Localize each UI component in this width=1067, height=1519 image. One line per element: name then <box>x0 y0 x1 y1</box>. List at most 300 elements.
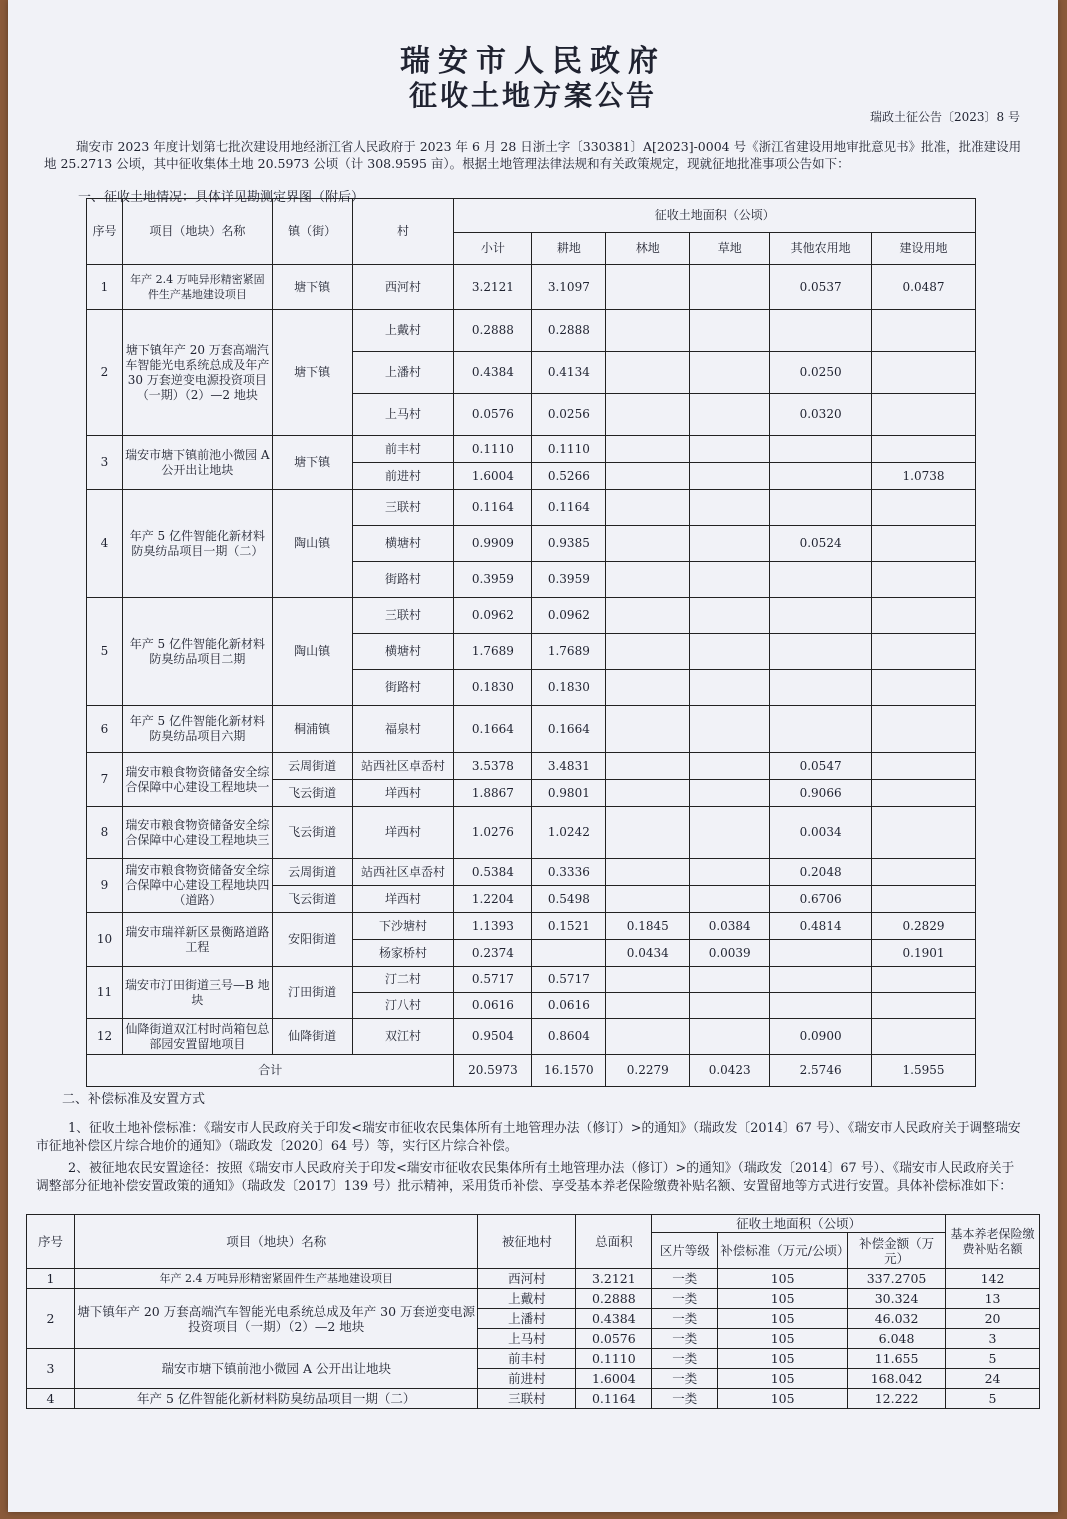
table-cell: 0.1164 <box>576 1389 652 1409</box>
col-pension: 基本养老保险缴费补贴名额 <box>946 1215 1040 1269</box>
table-cell: 0.0962 <box>454 598 532 634</box>
table-cell: 24 <box>946 1369 1040 1389</box>
table-row <box>87 706 976 753</box>
table-row <box>27 1269 1040 1289</box>
table-cell: 一类 <box>652 1269 718 1289</box>
table-cell: 142 <box>946 1269 1040 1289</box>
table-row <box>27 1389 1040 1409</box>
table-cell: 福泉村 <box>352 706 454 753</box>
table-cell: 105 <box>718 1389 848 1409</box>
table-cell <box>606 526 690 562</box>
table-cell: 瑞安市瑞祥新区景衡路道路工程 <box>122 913 272 967</box>
col-forest: 林地 <box>606 233 690 265</box>
table-row <box>87 753 976 780</box>
col-amount: 补偿金额（万元） <box>848 1233 946 1269</box>
table-cell: 0.0384 <box>690 913 770 940</box>
table-cell <box>606 706 690 753</box>
table-cell: 0.1110 <box>454 436 532 463</box>
table-cell: 双江村 <box>352 1019 454 1055</box>
table-cell: 安阳街道 <box>272 913 352 967</box>
table-cell <box>690 993 770 1019</box>
table-cell: 街路村 <box>352 562 454 598</box>
col-project: 项目（地块）名称 <box>74 1215 478 1269</box>
col-farmland: 耕地 <box>532 233 606 265</box>
table-cell <box>690 780 770 807</box>
table-cell: 0.5266 <box>532 463 606 490</box>
table-cell: 0.9504 <box>454 1019 532 1055</box>
table-cell <box>872 967 976 993</box>
table-cell: 3 <box>946 1329 1040 1349</box>
table-cell: 0.0576 <box>454 394 532 436</box>
table-cell: 飞云街道 <box>272 780 352 807</box>
col-std: 补偿标准（万元/公顷） <box>718 1233 848 1269</box>
table-cell: 0.9385 <box>532 526 606 562</box>
table-cell <box>606 780 690 807</box>
table-cell: 30.324 <box>848 1289 946 1309</box>
table-cell: 汀八村 <box>352 993 454 1019</box>
table-cell: 瑞安市粮食物资储备安全综合保障中心建设工程地块一 <box>122 753 272 807</box>
table-cell: 3.2121 <box>576 1269 652 1289</box>
table-cell: 1.6004 <box>576 1369 652 1389</box>
table-cell: 瑞安市汀田街道三号—B 地块 <box>122 967 272 1019</box>
table-cell: 337.2705 <box>848 1269 946 1289</box>
table-cell <box>770 562 872 598</box>
table-cell: 1 <box>27 1269 75 1289</box>
table-cell <box>872 753 976 780</box>
table-cell <box>690 526 770 562</box>
table-cell: 一类 <box>652 1329 718 1349</box>
col-construction: 建设用地 <box>872 233 976 265</box>
table-cell: 西河村 <box>478 1269 576 1289</box>
table-cell: 上马村 <box>352 394 454 436</box>
table-cell: 0.1830 <box>532 670 606 706</box>
table-cell <box>606 886 690 913</box>
table-cell <box>606 463 690 490</box>
table-row <box>87 265 976 310</box>
table-cell: 0.1164 <box>532 490 606 526</box>
table-cell: 横塘村 <box>352 526 454 562</box>
table-cell: 塘下镇 <box>272 265 352 310</box>
table-cell <box>770 463 872 490</box>
table-cell: 1.0276 <box>454 807 532 859</box>
total-row <box>87 1055 976 1087</box>
table-cell <box>872 526 976 562</box>
compensation-table <box>26 1214 1040 1409</box>
table-cell <box>872 706 976 753</box>
table-cell: 飞云街道 <box>272 886 352 913</box>
table-cell: 塘下镇 <box>272 310 352 436</box>
table-cell: 云周街道 <box>272 753 352 780</box>
table-cell: 1.1393 <box>454 913 532 940</box>
table-cell: 年产 2.4 万吨异形精密紧固件生产基地建设项目 <box>122 265 272 310</box>
table-row <box>87 310 976 352</box>
resettlement-paragraph: 2、被征地农民安置途径：按照《瑞安市人民政府关于印发<瑞安市征收农民集体所有土地管理办法（修订）>的通知》（瑞政发〔2014〕67 号）、《瑞安市人民政府关于调整部分征地补偿安置政策的通知》（瑞政发〔2017〕139 号）批示精神，采用货币补偿、享受基本养老保险缴费补贴名额、安置留地等方式进行安置。具体补偿标准如下： <box>36 1161 1015 1194</box>
table-cell: 1 <box>87 265 123 310</box>
col-zone: 区片等级 <box>652 1233 718 1269</box>
table-cell: 上潘村 <box>478 1309 576 1329</box>
table-cell <box>606 310 690 352</box>
col-town: 镇（街） <box>272 199 352 265</box>
table-cell: 7 <box>87 753 123 807</box>
table-cell <box>690 598 770 634</box>
table-cell: 168.042 <box>848 1369 946 1389</box>
table-cell: 0.0900 <box>770 1019 872 1055</box>
col-subtotal: 小计 <box>454 233 532 265</box>
table-cell <box>606 436 690 463</box>
table-cell: 塘下镇年产 20 万套高端汽车智能光电系统总成及年产 30 万套逆变电源投资项目（一期）（2）—2 地块 <box>122 310 272 436</box>
table-cell: 3 <box>27 1349 75 1389</box>
page-title-issuer: 瑞安市人民政府 <box>400 44 666 79</box>
compensation-standard-paragraph: 1、征收土地补偿标准：《瑞安市人民政府关于印发<瑞安市征收农民集体所有土地管理办法（修订）>的通知》（瑞政发〔2014〕67 号）、《瑞安市人民政府关于调整瑞安市征地补偿区片综合地价的通知》（瑞政发〔2020〕64 号）等，实行区片综合补偿。 <box>36 1121 1021 1154</box>
table-cell: 16.1570 <box>532 1055 606 1087</box>
col-area-group: 征收土地面积（公顷） <box>652 1215 946 1233</box>
table-cell <box>690 886 770 913</box>
table-cell: 0.0487 <box>872 265 976 310</box>
col-seq: 序号 <box>27 1215 75 1269</box>
intro-paragraph: 瑞安市 2023 年度计划第七批次建设用地经浙江省人民政府于 2023 年 6 月 28 日浙土字〔330381〕A[2023]-0004 号《浙江省建设用地审批意见书》批准，批准建设用地 25.2713 公顷，其中征收集体土地 20.5973 公顷（计 308.9595 亩）。根据土地管理法律法规和有关政策规定，现就征地批准事项公告如下： <box>44 139 1022 171</box>
table-cell: 4 <box>27 1389 75 1409</box>
table-cell: 陶山镇 <box>272 598 352 706</box>
col-grass: 草地 <box>690 233 770 265</box>
table-cell: 0.1521 <box>532 913 606 940</box>
table-cell: 上马村 <box>478 1329 576 1349</box>
table-cell <box>872 436 976 463</box>
table-cell <box>690 562 770 598</box>
table-cell: 上戴村 <box>478 1289 576 1309</box>
table-cell: 0.1664 <box>532 706 606 753</box>
table-cell: 0.0423 <box>690 1055 770 1087</box>
table-cell <box>872 562 976 598</box>
table-cell <box>872 670 976 706</box>
col-total-area: 总面积 <box>576 1215 652 1269</box>
table-cell: 6.048 <box>848 1329 946 1349</box>
table-row <box>87 598 976 634</box>
table-cell <box>606 490 690 526</box>
table-cell: 13 <box>946 1289 1040 1309</box>
table-cell: 5 <box>946 1349 1040 1369</box>
table-cell: 瑞安市塘下镇前池小微园 A 公开出让地块 <box>122 436 272 490</box>
table-cell: 1.8867 <box>454 780 532 807</box>
table-cell: 0.0962 <box>532 598 606 634</box>
table-cell <box>606 634 690 670</box>
table-cell <box>606 562 690 598</box>
table-cell <box>606 967 690 993</box>
table-cell: 9 <box>87 859 123 913</box>
table-cell <box>770 634 872 670</box>
table-cell <box>690 352 770 394</box>
table-cell: 西河村 <box>352 265 454 310</box>
table-cell: 瑞安市塘下镇前池小微园 A 公开出让地块 <box>74 1349 478 1389</box>
table-cell <box>690 670 770 706</box>
table-cell <box>690 634 770 670</box>
table-cell: 0.1901 <box>872 940 976 967</box>
table-cell <box>770 598 872 634</box>
table-cell: 6 <box>87 706 123 753</box>
table-cell: 0.1110 <box>576 1349 652 1369</box>
table-cell: 20.5973 <box>454 1055 532 1087</box>
table-row <box>87 436 976 463</box>
table-cell: 0.4134 <box>532 352 606 394</box>
table-cell: 合计 <box>87 1055 454 1087</box>
col-village: 村 <box>352 199 454 265</box>
table-cell: 0.2279 <box>606 1055 690 1087</box>
table-cell: 12.222 <box>848 1389 946 1409</box>
table-cell: 0.2048 <box>770 859 872 886</box>
table-cell <box>690 265 770 310</box>
table-cell <box>872 993 976 1019</box>
table-cell: 飞云街道 <box>272 807 352 859</box>
table-cell: 1.0738 <box>872 463 976 490</box>
table-cell: 一类 <box>652 1349 718 1369</box>
table-cell: 站西社区卓岙村 <box>352 753 454 780</box>
table-cell: 0.0616 <box>454 993 532 1019</box>
table-cell: 一类 <box>652 1289 718 1309</box>
table-cell: 0.0576 <box>576 1329 652 1349</box>
table-cell: 仙降街道 <box>272 1019 352 1055</box>
table-cell: 0.2829 <box>872 913 976 940</box>
table-cell: 塘下镇年产 20 万套高端汽车智能光电系统总成及年产 30 万套逆变电源投资项目（一期）（2）—2 地块 <box>74 1289 478 1349</box>
table-cell: 0.3959 <box>454 562 532 598</box>
table-cell <box>770 310 872 352</box>
table-cell: 1.5955 <box>872 1055 976 1087</box>
table-cell <box>770 967 872 993</box>
table-cell <box>872 886 976 913</box>
table-cell: 0.2374 <box>454 940 532 967</box>
table-cell: 105 <box>718 1329 848 1349</box>
table-cell: 5 <box>946 1389 1040 1409</box>
table-cell <box>872 780 976 807</box>
table-cell <box>606 753 690 780</box>
table-cell: 仙降街道双江村时尚箱包总部园安置留地项目 <box>122 1019 272 1055</box>
table-cell <box>606 993 690 1019</box>
table-cell: 0.0524 <box>770 526 872 562</box>
table-cell <box>872 352 976 394</box>
col-project: 项目（地块）名称 <box>122 199 272 265</box>
table-cell: 1.6004 <box>454 463 532 490</box>
table-cell: 3 <box>87 436 123 490</box>
table-cell <box>770 436 872 463</box>
table-cell: 0.0320 <box>770 394 872 436</box>
page-title: 征收土地方案公告 <box>408 79 657 112</box>
table-cell <box>872 310 976 352</box>
table-cell: 三联村 <box>352 490 454 526</box>
table-cell: 塘下镇 <box>272 436 352 490</box>
table-cell: 瑞安市粮食物资储备安全综合保障中心建设工程地块三 <box>122 807 272 859</box>
table-cell: 年产 5 亿件智能化新材料防臭纺品项目六期 <box>122 706 272 753</box>
table-cell: 0.5717 <box>454 967 532 993</box>
table-row <box>87 967 976 993</box>
table-cell: 0.5498 <box>532 886 606 913</box>
table-cell: 3.5378 <box>454 753 532 780</box>
table-cell: 垟西村 <box>352 807 454 859</box>
table-cell: 105 <box>718 1369 848 1389</box>
table-cell: 横塘村 <box>352 634 454 670</box>
table-cell: 三联村 <box>478 1389 576 1409</box>
table-cell: 前丰村 <box>352 436 454 463</box>
table-cell: 汀田街道 <box>272 967 352 1019</box>
table-cell: 垟西村 <box>352 780 454 807</box>
land-acquisition-table <box>86 198 976 1087</box>
table-cell <box>770 490 872 526</box>
table-cell <box>690 394 770 436</box>
table-cell: 0.0256 <box>532 394 606 436</box>
table-cell: 5 <box>87 598 123 706</box>
table-cell: 0.2888 <box>576 1289 652 1309</box>
table-cell: 0.3336 <box>532 859 606 886</box>
col-area-group: 征收土地面积（公顷） <box>454 199 976 233</box>
table-cell <box>690 807 770 859</box>
table-cell <box>690 859 770 886</box>
table-cell <box>872 807 976 859</box>
table-row <box>87 1019 976 1055</box>
table-cell: 0.1664 <box>454 706 532 753</box>
col-other-agri: 其他农用地 <box>770 233 872 265</box>
document-number: 瑞政土征公告〔2023〕8 号 <box>870 110 1020 124</box>
table-cell <box>770 706 872 753</box>
table-cell: 0.9801 <box>532 780 606 807</box>
table-cell <box>606 670 690 706</box>
table-cell: 2.5746 <box>770 1055 872 1087</box>
table-cell: 0.5384 <box>454 859 532 886</box>
table-cell <box>606 265 690 310</box>
table-cell: 年产 2.4 万吨异形精密紧固件生产基地建设项目 <box>74 1269 478 1289</box>
table-cell: 0.2888 <box>454 310 532 352</box>
table-cell: 0.1830 <box>454 670 532 706</box>
table-cell: 垟西村 <box>352 886 454 913</box>
table-cell <box>690 1019 770 1055</box>
table-cell <box>606 807 690 859</box>
table-cell: 0.4384 <box>454 352 532 394</box>
table-cell: 1.7689 <box>532 634 606 670</box>
table-cell: 三联村 <box>352 598 454 634</box>
col-village: 被征地村 <box>478 1215 576 1269</box>
table-cell: 2 <box>87 310 123 436</box>
table-cell: 105 <box>718 1309 848 1329</box>
table-cell: 年产 5 亿件智能化新材料防臭纺品项目一期（二） <box>122 490 272 598</box>
table-cell: 0.1164 <box>454 490 532 526</box>
table-cell: 0.3959 <box>532 562 606 598</box>
table-cell <box>690 310 770 352</box>
table-cell: 0.6706 <box>770 886 872 913</box>
table-cell: 0.4384 <box>576 1309 652 1329</box>
table-cell <box>606 598 690 634</box>
table-cell: 11.655 <box>848 1349 946 1369</box>
table-cell: 桐浦镇 <box>272 706 352 753</box>
table-cell: 4 <box>87 490 123 598</box>
table-cell <box>606 352 690 394</box>
table-cell: 0.9066 <box>770 780 872 807</box>
table-cell: 12 <box>87 1019 123 1055</box>
table-cell: 街路村 <box>352 670 454 706</box>
table-cell: 上潘村 <box>352 352 454 394</box>
table-cell: 一类 <box>652 1389 718 1409</box>
table-cell <box>690 463 770 490</box>
table-cell: 汀二村 <box>352 967 454 993</box>
section2-heading: 二、补偿标准及安置方式 <box>62 1092 206 1107</box>
table-cell: 11 <box>87 967 123 1019</box>
table-cell: 3.2121 <box>454 265 532 310</box>
table-cell: 瑞安市粮食物资储备安全综合保障中心建设工程地块四（道路） <box>122 859 272 913</box>
table-cell: 0.1110 <box>532 436 606 463</box>
table-cell <box>690 490 770 526</box>
table-cell: 0.0547 <box>770 753 872 780</box>
table-row <box>27 1289 1040 1309</box>
table-row <box>27 1349 1040 1369</box>
table-cell <box>606 1019 690 1055</box>
table-row <box>87 913 976 940</box>
table-cell <box>606 394 690 436</box>
table-cell: 105 <box>718 1349 848 1369</box>
table-cell <box>872 1019 976 1055</box>
table-cell <box>606 859 690 886</box>
table-cell: 8 <box>87 807 123 859</box>
table-cell: 0.4814 <box>770 913 872 940</box>
table-cell <box>872 634 976 670</box>
table-cell: 前进村 <box>352 463 454 490</box>
table-row <box>87 859 976 886</box>
table-cell: 前丰村 <box>478 1349 576 1369</box>
table-cell: 陶山镇 <box>272 490 352 598</box>
table-cell: 0.0250 <box>770 352 872 394</box>
table-cell <box>690 706 770 753</box>
table-cell: 杨家桥村 <box>352 940 454 967</box>
table-cell: 3.4831 <box>532 753 606 780</box>
table-cell: 20 <box>946 1309 1040 1329</box>
table-cell: 年产 5 亿件智能化新材料防臭纺品项目一期（二） <box>74 1389 478 1409</box>
table-cell: 0.0616 <box>532 993 606 1019</box>
table-cell: 105 <box>718 1269 848 1289</box>
table-cell <box>532 940 606 967</box>
table-cell: 1.2204 <box>454 886 532 913</box>
table-cell: 一类 <box>652 1309 718 1329</box>
table-cell <box>690 967 770 993</box>
table-cell: 0.1845 <box>606 913 690 940</box>
table-cell: 云周街道 <box>272 859 352 886</box>
table-cell <box>872 490 976 526</box>
table-cell: 一类 <box>652 1369 718 1389</box>
table-cell: 0.5717 <box>532 967 606 993</box>
table-cell: 年产 5 亿件智能化新材料防臭纺品项目二期 <box>122 598 272 706</box>
table-cell: 1.0242 <box>532 807 606 859</box>
table-cell: 站西社区卓岙村 <box>352 859 454 886</box>
table-cell: 105 <box>718 1289 848 1309</box>
table-cell: 0.9909 <box>454 526 532 562</box>
table-cell <box>690 436 770 463</box>
table-cell: 10 <box>87 913 123 967</box>
table-cell: 0.0537 <box>770 265 872 310</box>
table-cell: 46.032 <box>848 1309 946 1329</box>
table-cell: 1.7689 <box>454 634 532 670</box>
table-cell <box>872 859 976 886</box>
table-cell: 0.0039 <box>690 940 770 967</box>
table-cell: 下沙塘村 <box>352 913 454 940</box>
table-cell <box>872 394 976 436</box>
table-row <box>87 490 976 526</box>
table-cell: 0.0034 <box>770 807 872 859</box>
table-cell <box>770 940 872 967</box>
table-cell: 0.0434 <box>606 940 690 967</box>
table-cell: 0.2888 <box>532 310 606 352</box>
table-cell <box>872 598 976 634</box>
table-cell <box>770 993 872 1019</box>
table-row <box>87 807 976 859</box>
table-cell: 前进村 <box>478 1369 576 1389</box>
table-cell: 2 <box>27 1289 75 1349</box>
table-cell: 0.8604 <box>532 1019 606 1055</box>
table-cell: 3.1097 <box>532 265 606 310</box>
section1-heading: 一、征收土地情况：具体详见勘测定界图（附后） <box>78 190 365 205</box>
table-cell <box>770 670 872 706</box>
